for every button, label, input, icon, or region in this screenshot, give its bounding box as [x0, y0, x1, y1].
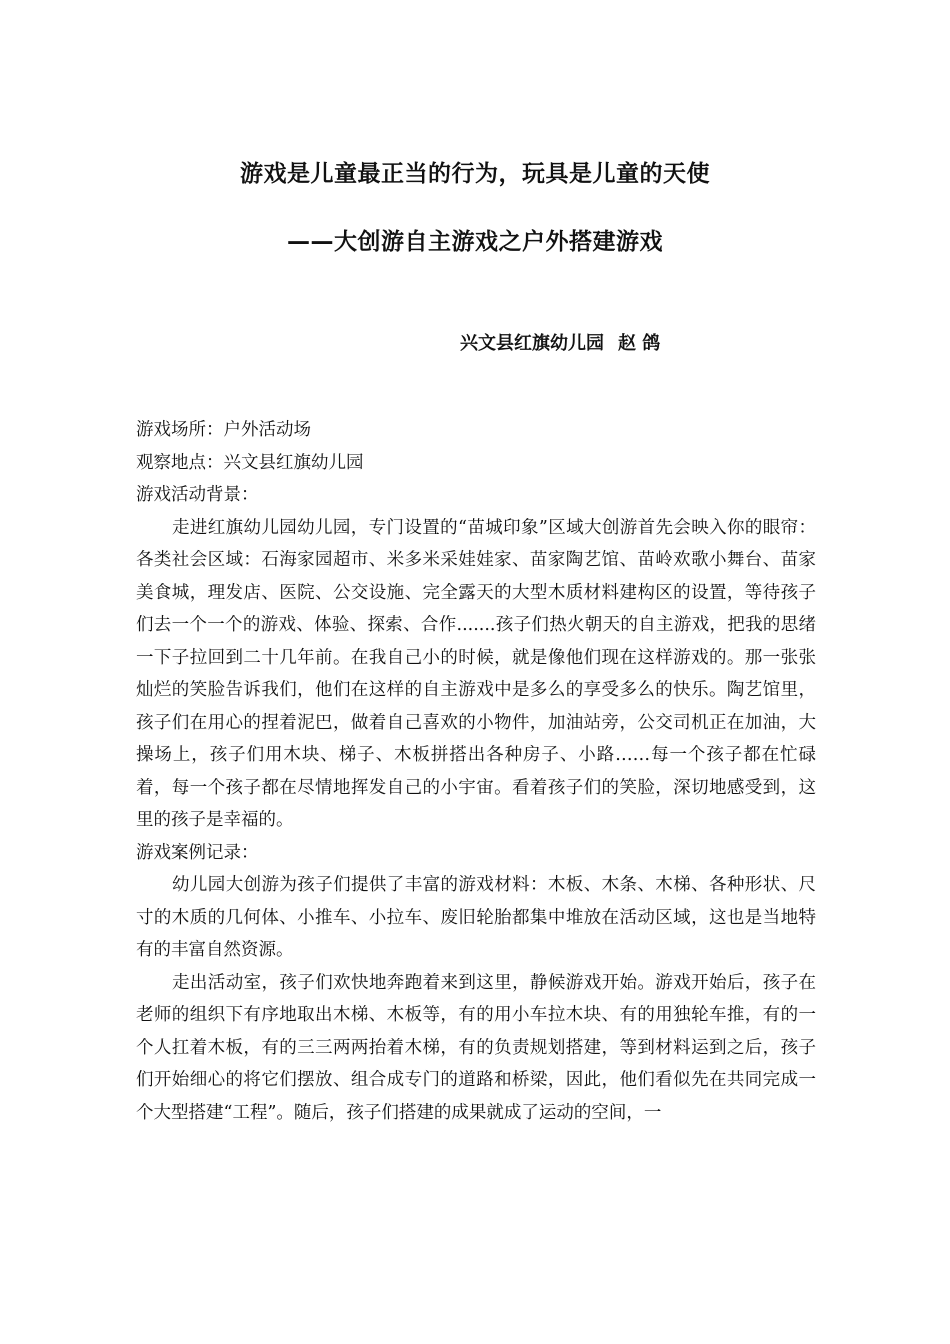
case-heading: 游戏案例记录： — [136, 842, 259, 863]
observation-site-line: 观察地点：兴文县红旗幼儿园 — [136, 452, 364, 473]
title-line-2: ——大创游自主游戏之户外搭建游戏 — [287, 229, 663, 255]
author-name: 赵 鸽 — [618, 333, 661, 354]
background-heading: 游戏活动背景： — [136, 485, 259, 505]
background-paragraph: 走进红旗幼儿园幼儿园，专门设置的“苗城印象”区域大创游首先会映入你的眼帘：各类社会区域：石海家园超市、米多米采娃娃家、苗家陶艺馆、苗岭欢歌小舞台、苗家美食城，理发店、医院、公交设施、完全露天的大型木质材料建构区的设置，等待孩子们去一个一个的游戏、体验、探索、合作.......孩子们热火朝天的自主游戏，把我的思绪一下子拉回到二十几年前。在我自己小的时候，就是像他们现在这样游戏的。那一张张灿烂的笑脸告诉我们，他们在这样的自主游戏中是多么的享受多么的快乐。陶艺馆里，孩子们在用心的捏着泥巴，做着自己喜欢的小物件，加油站旁，公交司机正在加油，大操场上，孩子们用木块、梯子、木板拼搭出各种房子、小路……每一个孩子都在忙碌着，每一个孩子都在尽情地挥发自己的小宇宙。看着孩子们的笑脸，深切地感受到，这里的孩子是幸福的。 — [136, 517, 816, 830]
document-body — [136, 414, 816, 1129]
case-paragraph-1: 幼儿园大创游为孩子们提供了丰富的游戏材料：木板、木条、木梯、各种形状、尺寸的木质的几何体、小推车、小拉车、废旧轮胎都集中堆放在活动区域，这也是当地特有的丰富自然资源。 — [136, 875, 816, 960]
title-line-1: 游戏是儿童最正当的行为，玩具是儿童的天使 — [240, 161, 710, 187]
venue-line: 游戏场所：户外活动场 — [136, 420, 311, 440]
author-line — [460, 329, 660, 355]
case-paragraph-2: 走出活动室，孩子们欢快地奔跑着来到这里，静候游戏开始。游戏开始后，孩子在老师的组织下有序地取出木梯、木板等，有的用小车拉木块、有的用独轮车推，有的一个人扛着木板，有的三三两两抬着木梯，有的负责规划搭建，等到材料运到之后，孩子们开始细心的将它们摆放、组合成专门的道路和桥梁，因此，他们看似先在共同完成一个大型搭建“工程”。随后，孩子们搭建的成果就成了运动的空间，一 — [136, 972, 816, 1123]
author-organization: 兴文县红旗幼儿园 — [460, 333, 604, 354]
